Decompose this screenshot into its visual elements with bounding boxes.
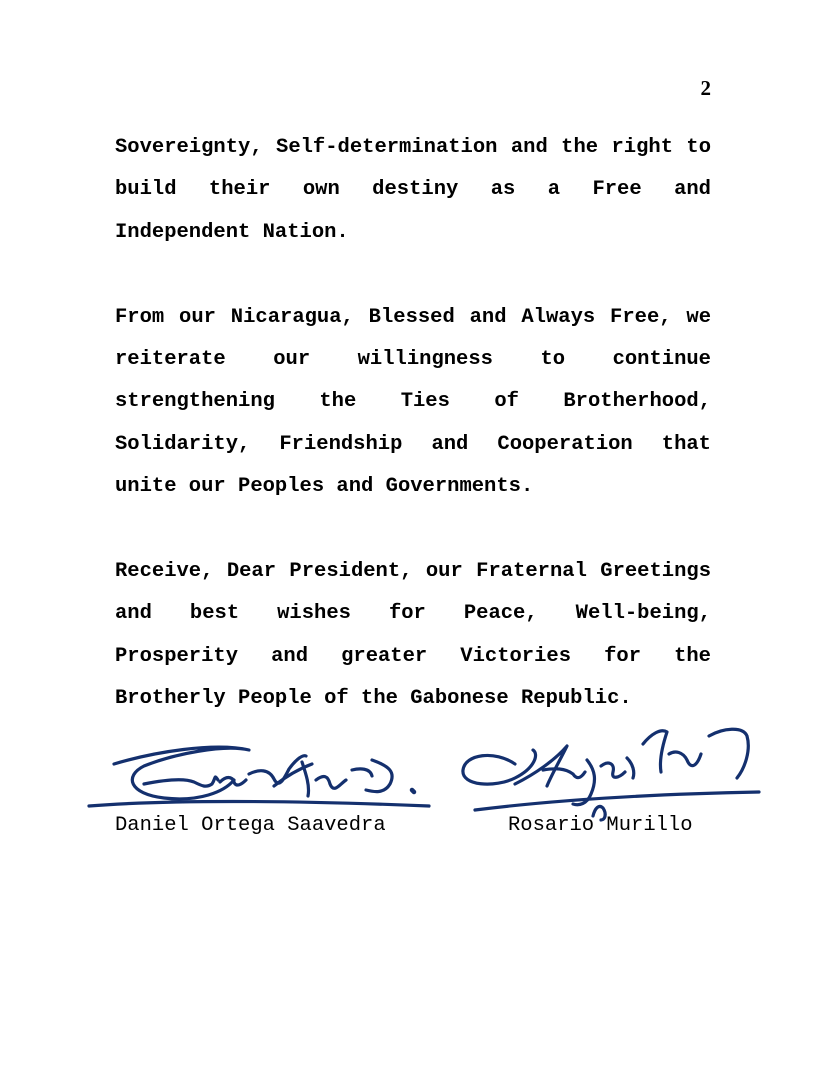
signatory-name-daniel-ortega: Daniel Ortega Saavedra bbox=[115, 814, 386, 837]
letter-body bbox=[115, 127, 711, 721]
signature-rosario-murillo bbox=[455, 714, 775, 822]
paragraph-ties-of-brotherhood: From our Nicaragua, Blessed and Always Free, we reiterate our willingness to continue strengthening the Ties of Brotherhood, Solidarity, Friendship and Cooperation that unite our Peoples and Governments. bbox=[115, 305, 711, 499]
signature-daniel-ortega bbox=[84, 714, 434, 822]
signatory-name-rosario-murillo: Rosario Murillo bbox=[508, 814, 693, 837]
paragraph-sovereignty: Sovereignty, Self-determination and the right to build their own destiny as a Free and Independent Nation. bbox=[115, 136, 711, 244]
page-number: 2 bbox=[700, 76, 711, 100]
paragraph-fraternal-greetings: Receive, Dear President, our Fraternal Greetings and best wishes for Peace, Well-being, Prosperity and greater Victories for the Brotherly People of the Gabonese Republic. bbox=[115, 560, 711, 711]
